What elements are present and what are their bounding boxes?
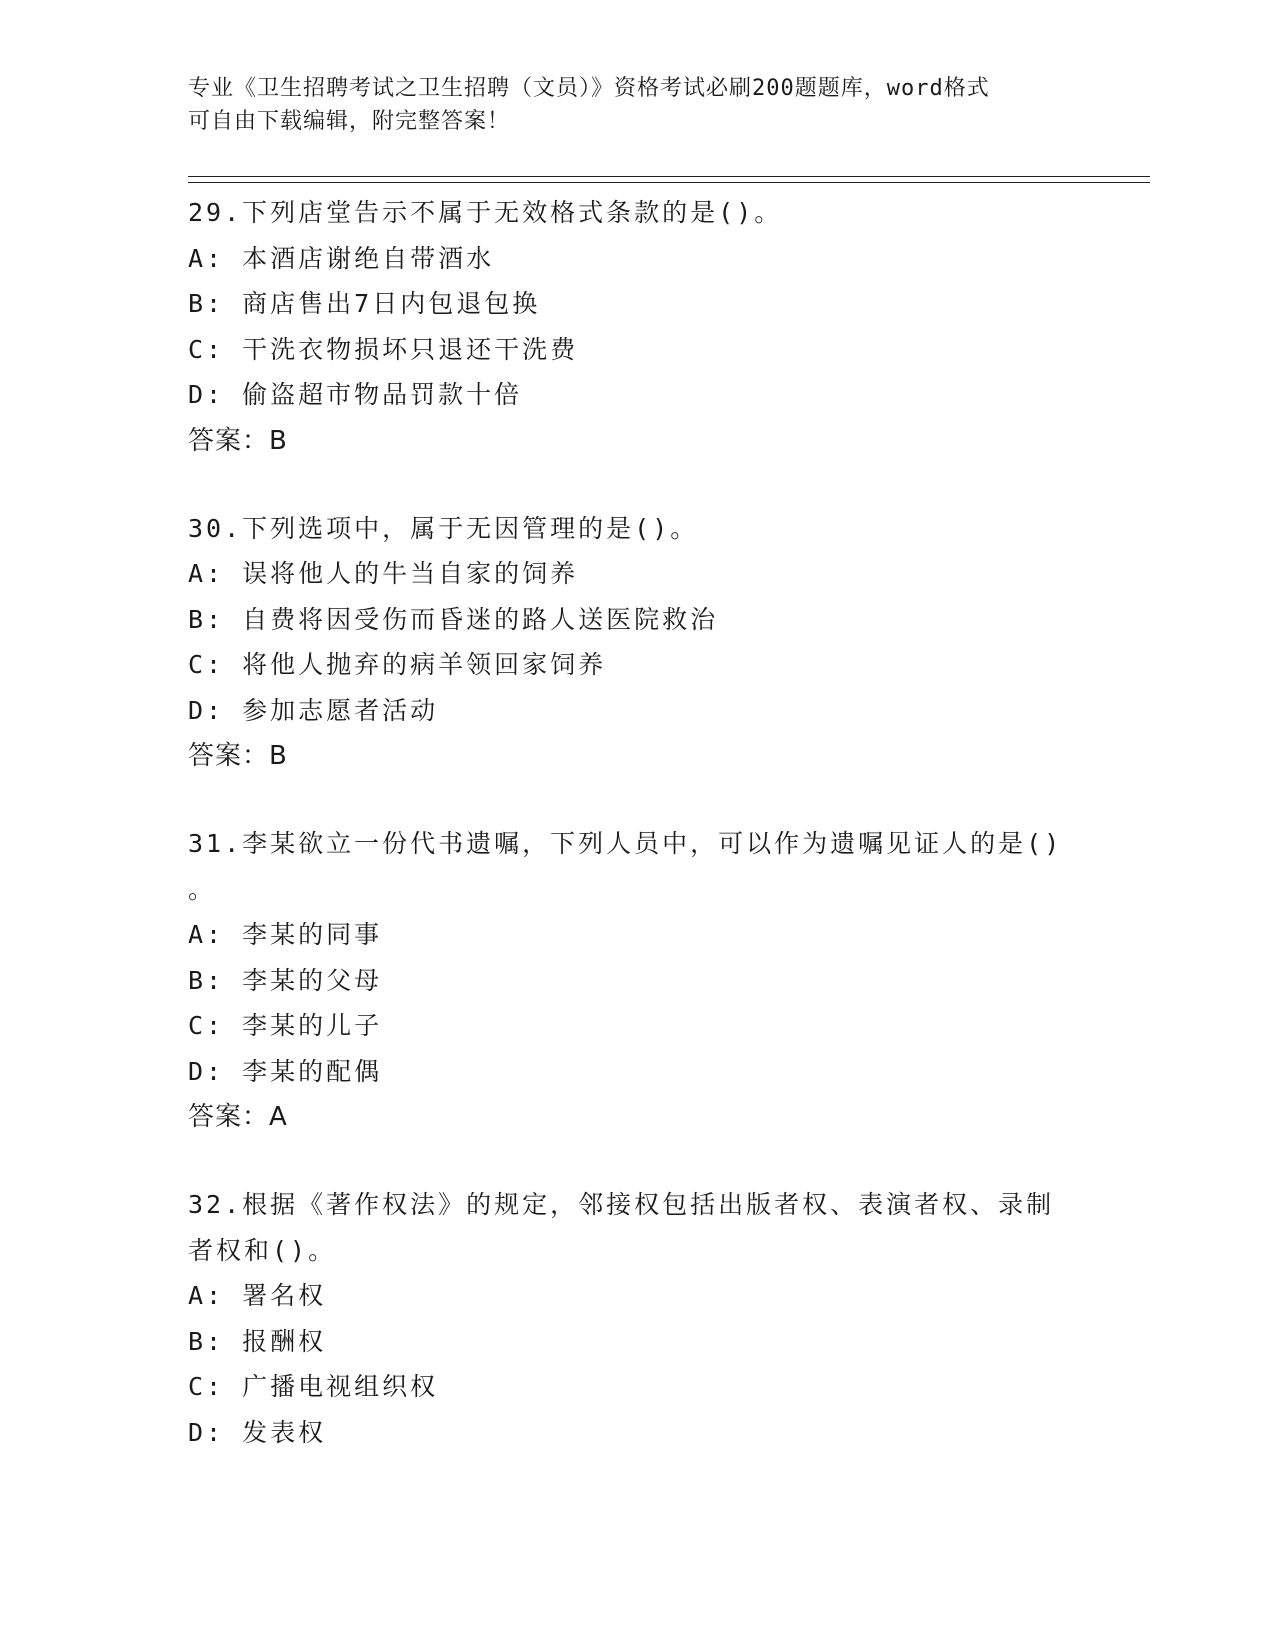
option-d: D: 李某的配偶 bbox=[188, 1056, 383, 1086]
question-32 bbox=[188, 1182, 1088, 1455]
option-a: A: 误将他人的牛当自家的饲养 bbox=[188, 559, 579, 588]
question-list bbox=[188, 190, 1088, 1455]
question-title-continuation: 。 bbox=[188, 874, 217, 904]
document-header bbox=[188, 72, 1088, 138]
answer-label: 答案：B bbox=[188, 741, 288, 771]
option-b: B: 自费将因受伤而昏迷的路人送医院救治 bbox=[188, 604, 719, 634]
option-a: A: 李某的同事 bbox=[188, 920, 383, 949]
question-29 bbox=[188, 190, 1088, 464]
option-c: C: 李某的儿子 bbox=[188, 1011, 383, 1040]
option-d: D: 发表权 bbox=[188, 1417, 327, 1447]
option-a: A: 本酒店谢绝自带酒水 bbox=[188, 243, 495, 273]
option-c: C: 干洗衣物损坏只退还干洗费 bbox=[188, 334, 579, 364]
option-c: C: 将他人抛弃的病羊领回家饲养 bbox=[188, 650, 607, 679]
option-d: D: 偷盗超市物品罚款十倍 bbox=[188, 380, 523, 409]
question-title-continuation: 者权和()。 bbox=[188, 1235, 337, 1265]
option-b: B: 报酬权 bbox=[188, 1326, 327, 1356]
option-a: A: 署名权 bbox=[188, 1281, 327, 1310]
header-line-2: 可自由下载编辑，附完整答案！ bbox=[188, 109, 511, 134]
option-b: B: 商店售出7日内包退包换 bbox=[188, 289, 541, 318]
header-divider-top bbox=[188, 176, 1150, 177]
answer-label: 答案：A bbox=[188, 1102, 288, 1132]
answer-label: 答案：B bbox=[188, 425, 288, 456]
question-30 bbox=[188, 506, 1088, 780]
option-b: B: 李某的父母 bbox=[188, 965, 383, 995]
header-divider-bottom bbox=[188, 182, 1150, 183]
question-title: 29.下列店堂告示不属于无效格式条款的是()。 bbox=[188, 198, 783, 227]
question-title: 32.根据《著作权法》的规定，邻接权包括出版者权、表演者权、录制 bbox=[188, 1190, 1055, 1219]
question-title: 30.下列选项中，属于无因管理的是()。 bbox=[188, 513, 699, 543]
header-line-1: 专业《卫生招聘考试之卫生招聘（文员）》资格考试必刷200题题库，word格式 bbox=[188, 76, 990, 101]
option-d: D: 参加志愿者活动 bbox=[188, 695, 439, 725]
question-title: 31.李某欲立一份代书遗嘱，下列人员中，可以作为遗嘱见证人的是() bbox=[188, 829, 1063, 858]
question-31 bbox=[188, 821, 1088, 1140]
option-c: C: 广播电视组织权 bbox=[188, 1372, 439, 1401]
